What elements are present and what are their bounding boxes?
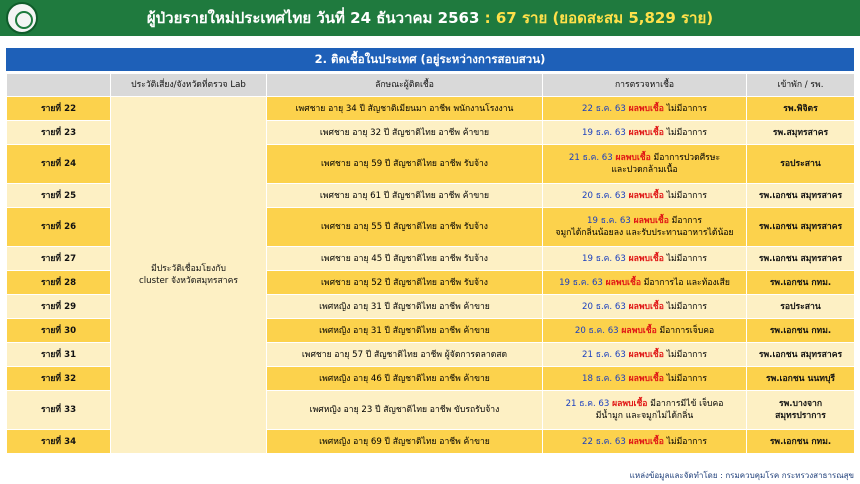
positive-label: ผลพบเชื้อ bbox=[628, 373, 664, 384]
source-footer: แหล่งข้อมูลและจัดทำโดย : กรมควบคุมโรค กระทรวงสาธารณสุข bbox=[629, 471, 854, 480]
risk-history-cell bbox=[111, 97, 267, 454]
hospital-cell bbox=[747, 430, 855, 454]
hospital-cell bbox=[747, 208, 855, 247]
hospital-cell bbox=[747, 121, 855, 145]
symptom-text: ไม่มีอาการ bbox=[666, 190, 707, 201]
lab-result-cell bbox=[543, 208, 747, 247]
symptom-text: มีอาการไอ และท้องเสีย bbox=[643, 277, 730, 288]
test-date: 19 ธ.ค. 63 bbox=[559, 277, 603, 288]
test-date: 19 ธ.ค. 63 bbox=[582, 253, 626, 264]
test-date: 22 ธ.ค. 63 bbox=[582, 436, 626, 447]
hospital-name-line2: สมุทรปราการ bbox=[775, 411, 826, 421]
symptom-text: ไม่มีอาการ bbox=[666, 301, 707, 312]
positive-label: ผลพบเชื้อ bbox=[615, 153, 651, 163]
symptom-text: ไม่มีอาการ bbox=[666, 349, 707, 360]
hospital-cell bbox=[747, 184, 855, 208]
case-number: รายที่ 30 bbox=[7, 319, 111, 343]
lab-result-cell bbox=[543, 319, 747, 343]
hospital-name: รพ.เอกชน กทม. bbox=[769, 277, 832, 288]
hospital-name: รพ.เอกชน สมุทรสาคร bbox=[758, 222, 843, 232]
case-number: รายที่ 24 bbox=[7, 145, 111, 184]
lab-result-cell bbox=[543, 145, 747, 184]
case-number: รายที่ 28 bbox=[7, 271, 111, 295]
lab-result-cell bbox=[543, 367, 747, 391]
case-number: รายที่ 31 bbox=[7, 343, 111, 367]
header-lab-test: การตรวจหาเชื้อ bbox=[543, 74, 747, 97]
patient-profile: เพศชาย อายุ 57 ปี สัญชาติไทย อาชีพ ผู้จัดการตลาดสด bbox=[267, 343, 543, 367]
hospital-cell bbox=[747, 295, 855, 319]
hospital-cell bbox=[747, 247, 855, 271]
symptom-text-line2: จมูกได้กลิ่นน้อยลง และรับประทานอาหารได้น้อย bbox=[555, 228, 734, 238]
patient-profile: เพศหญิง อายุ 69 ปี สัญชาติไทย อาชีพ ค้าขาย bbox=[267, 430, 543, 454]
symptom-text-line2: และปวดกล้ามเนื้อ bbox=[611, 165, 678, 175]
table-header-row bbox=[7, 74, 855, 97]
title-count: : 67 ราย (ยอดสะสม 5,829 ราย) bbox=[479, 9, 714, 27]
case-number: รายที่ 32 bbox=[7, 367, 111, 391]
patient-profile: เพศหญิง อายุ 31 ปี สัญชาติไทย อาชีพ ค้าขาย bbox=[267, 319, 543, 343]
lab-result-cell bbox=[543, 97, 747, 121]
hospital-name: รอประสาน bbox=[780, 301, 821, 312]
hospital-cell bbox=[747, 343, 855, 367]
test-date: 21 ธ.ค. 63 bbox=[565, 399, 610, 409]
hospital-name: รพ.เอกชน สมุทรสาคร bbox=[758, 253, 843, 264]
page-title bbox=[0, 0, 860, 36]
test-date: 21 ธ.ค. 63 bbox=[582, 349, 626, 360]
lab-result-cell bbox=[543, 430, 747, 454]
patient-profile: เพศชาย อายุ 61 ปี สัญชาติไทย อาชีพ ค้าขาย bbox=[267, 184, 543, 208]
hospital-name: รพ.เอกชน สมุทรสาคร bbox=[758, 349, 843, 360]
test-date: 20 ธ.ค. 63 bbox=[574, 325, 619, 336]
hospital-name: รพ.เอกชน นนทบุรี bbox=[765, 373, 836, 384]
symptom-text: ไม่มีอาการ bbox=[666, 127, 707, 138]
positive-label: ผลพบเชื้อ bbox=[612, 399, 648, 409]
hospital-name: รพ.บางจาก bbox=[778, 399, 823, 409]
patient-profile: เพศชาย อายุ 34 ปี สัญชาติเมียนมา อาชีพ พนักงานโรงงาน bbox=[267, 97, 543, 121]
title-text: ผู้ป่วยรายใหม่ประเทศไทย วันที่ 24 ธันวาคม 2563 bbox=[146, 9, 480, 27]
test-date: 19 ธ.ค. 63 bbox=[582, 127, 626, 138]
lab-result-cell bbox=[543, 271, 747, 295]
test-date: 19 ธ.ค. 63 bbox=[587, 216, 631, 226]
lab-result-cell bbox=[543, 184, 747, 208]
positive-label: ผลพบเชื้อ bbox=[628, 349, 664, 360]
positive-label: ผลพบเชื้อ bbox=[605, 277, 641, 288]
lab-result-cell bbox=[543, 247, 747, 271]
header-bar bbox=[0, 0, 860, 36]
hospital-cell bbox=[747, 391, 855, 430]
patient-profile: เพศชาย อายุ 52 ปี สัญชาติไทย อาชีพ รับจ้าง bbox=[267, 271, 543, 295]
case-number: รายที่ 23 bbox=[7, 121, 111, 145]
hospital-name: รพ.สมุทรสาคร bbox=[772, 127, 829, 138]
case-number: รายที่ 22 bbox=[7, 97, 111, 121]
symptom-text: มีอาการมีไข้ เจ็บคอ bbox=[650, 399, 724, 409]
lab-result-cell bbox=[543, 121, 747, 145]
case-number: รายที่ 34 bbox=[7, 430, 111, 454]
test-date: 20 ธ.ค. 63 bbox=[582, 301, 626, 312]
hospital-name: รพ.เอกชน กทม. bbox=[769, 325, 832, 336]
symptom-text-line2: มีน้ำมูก และจมูกไม่ได้กลิ่น bbox=[595, 411, 694, 421]
hospital-name: รพ.เอกชน สมุทรสาคร bbox=[758, 190, 843, 201]
lab-result-cell bbox=[543, 391, 747, 430]
positive-label: ผลพบเชื้อ bbox=[628, 190, 664, 201]
case-number: รายที่ 25 bbox=[7, 184, 111, 208]
header-hospital: เข้าพัก / รพ. bbox=[747, 74, 855, 97]
positive-label: ผลพบเชื้อ bbox=[628, 436, 664, 447]
hospital-cell bbox=[747, 145, 855, 184]
section-banner: 2. ติดเชื้อในประเทศ (อยู่ระหว่างการสอบสวน) bbox=[6, 48, 854, 71]
case-number: รายที่ 29 bbox=[7, 295, 111, 319]
patient-profile: เพศชาย อายุ 55 ปี สัญชาติไทย อาชีพ รับจ้าง bbox=[267, 208, 543, 247]
hospital-name: รพ.เอกชน กทม. bbox=[769, 436, 832, 447]
table-row bbox=[7, 97, 855, 121]
symptom-text: ไม่มีอาการ bbox=[666, 253, 707, 264]
lab-result-cell bbox=[543, 295, 747, 319]
lab-result-cell bbox=[543, 343, 747, 367]
header-risk-history: ประวัติเสี่ยง/จังหวัดที่ตรวจ Lab bbox=[111, 74, 267, 97]
hospital-cell bbox=[747, 367, 855, 391]
patient-profile: เพศชาย อายุ 45 ปี สัญชาติไทย อาชีพ รับจ้าง bbox=[267, 247, 543, 271]
test-date: 20 ธ.ค. 63 bbox=[582, 190, 626, 201]
symptom-text: ไม่มีอาการ bbox=[666, 103, 707, 114]
case-number: รายที่ 27 bbox=[7, 247, 111, 271]
positive-label: ผลพบเชื้อ bbox=[621, 325, 657, 336]
hospital-cell bbox=[747, 97, 855, 121]
patient-profile: เพศชาย อายุ 59 ปี สัญชาติไทย อาชีพ รับจ้าง bbox=[267, 145, 543, 184]
header-case-number bbox=[7, 74, 111, 97]
hospital-name: รพ.พิจิตร bbox=[783, 103, 818, 114]
symptom-text: มีอาการ bbox=[671, 216, 702, 226]
patient-profile: เพศหญิง อายุ 23 ปี สัญชาติไทย อาชีพ ขับรถรับจ้าง bbox=[267, 391, 543, 430]
positive-label: ผลพบเชื้อ bbox=[628, 103, 664, 114]
test-date: 22 ธ.ค. 63 bbox=[582, 103, 626, 114]
patient-profile: เพศชาย อายุ 32 ปี สัญชาติไทย อาชีพ ค้าขาย bbox=[267, 121, 543, 145]
risk-history-text: มีประวัติเชื่อมโยงกับ cluster จังหวัดสมุทรสาคร bbox=[139, 264, 238, 286]
header-patient-profile: ลักษณะผู้ติดเชื้อ bbox=[267, 74, 543, 97]
hospital-cell bbox=[747, 319, 855, 343]
table-body bbox=[7, 97, 855, 454]
positive-label: ผลพบเชื้อ bbox=[633, 216, 669, 226]
symptom-text: มีอาการเจ็บคอ bbox=[659, 325, 715, 336]
test-date: 21 ธ.ค. 63 bbox=[568, 153, 613, 163]
test-date: 18 ธ.ค. 63 bbox=[582, 373, 626, 384]
hospital-name: รอประสาน bbox=[780, 159, 821, 169]
symptom-text: ไม่มีอาการ bbox=[666, 436, 707, 447]
positive-label: ผลพบเชื้อ bbox=[628, 127, 664, 138]
patient-profile: เพศหญิง อายุ 46 ปี สัญชาติไทย อาชีพ ค้าขาย bbox=[267, 367, 543, 391]
cases-table bbox=[6, 73, 855, 454]
positive-label: ผลพบเชื้อ bbox=[628, 301, 664, 312]
case-number: รายที่ 33 bbox=[7, 391, 111, 430]
hospital-cell bbox=[747, 271, 855, 295]
symptom-text: มีอาการปวดศีรษะ bbox=[653, 153, 721, 163]
case-number: รายที่ 26 bbox=[7, 208, 111, 247]
patient-profile: เพศหญิง อายุ 31 ปี สัญชาติไทย อาชีพ ค้าขาย bbox=[267, 295, 543, 319]
symptom-text: ไม่มีอาการ bbox=[666, 373, 707, 384]
positive-label: ผลพบเชื้อ bbox=[628, 253, 664, 264]
